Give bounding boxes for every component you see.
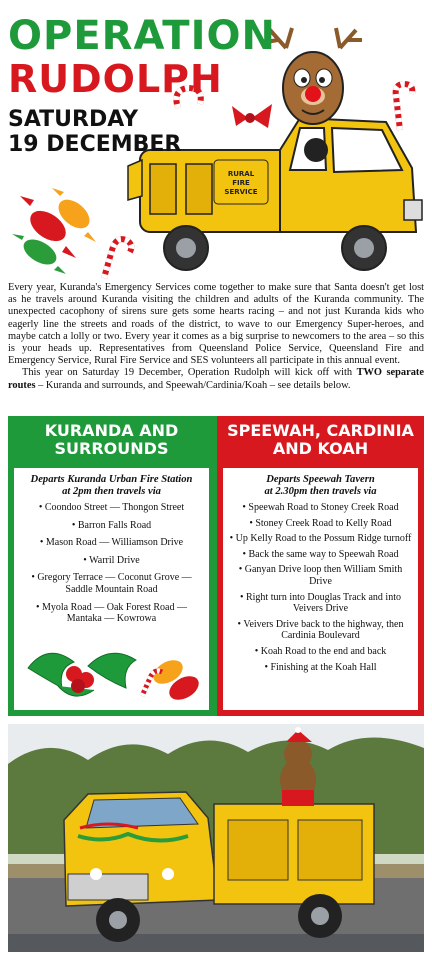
fire-truck-photo <box>8 724 424 952</box>
route-speewah-departure <box>227 474 414 498</box>
intro-paragraph-2-start: This year on Saturday 19 December, Operation Rudolph will kick off with <box>22 367 357 379</box>
candy-cane-icon <box>104 239 131 278</box>
route-kuranda <box>8 416 215 716</box>
route-stop: • Gregory Terrace — Coconut Grove — Saddle Mountain Road <box>31 572 192 595</box>
holly-decoration-icon <box>18 638 208 708</box>
route-stop: • Mason Road — Williamson Drive <box>39 537 184 549</box>
route-stop: • Speewah Road to Stoney Creek Road <box>242 502 399 513</box>
route-kuranda-departure-line2: at 2pm then travels via <box>62 486 161 497</box>
route-stop: • Myola Road — Oak Forest Road — Mantaka — Kowrowa <box>36 601 187 625</box>
route-speewah-heading-line2: AND KOAH <box>272 439 369 458</box>
title-operation: OPERATION <box>8 13 276 59</box>
route-speewah-body <box>223 468 418 710</box>
route-speewah-stops <box>223 502 418 673</box>
route-stop: • Coondoo Street — Thongon Street <box>38 502 185 513</box>
route-stop: • Veivers Drive back to the highway, then Cardinia Boulevard <box>237 618 404 642</box>
routes-panel <box>8 416 424 716</box>
intro-paragraph-1: Every year, Kuranda's Emergency Services come together to make sure that Santa doesn't get lost as he travels around Kuranda visiting the children and adults of the Kuranda community. The unexpected cacophony of sirens sure gets some hearts racing – and not just Kuranda kids who eagerly line the streets and roads of the district, to wave to our Emergency Super-heroes, and maybe catch a lolly or two. Every year it comes as a big surprise to newcomers to the area – so this is your heads up. Representatives from Queensland Police Service, Queensland Fire and Emergency Service, Rural Fire Service and SES volunteers all participate in this annual event. <box>8 282 424 367</box>
route-kuranda-departure <box>18 474 205 498</box>
route-stop: • Back the same way to Speewah Road <box>242 548 399 560</box>
route-stop: • Up Kelly Road to the Possum Ridge turnoff <box>229 533 412 545</box>
intro-text <box>8 282 424 392</box>
route-speewah-heading-line1: SPEEWAH, CARDINIA <box>227 421 414 440</box>
route-speewah-departure-line2: at 2.30pm then travels via <box>264 486 377 497</box>
route-kuranda-departure-line1: Departs Kuranda Urban Fire Station <box>30 474 193 485</box>
route-kuranda-heading-line2: SURROUNDS <box>54 439 169 458</box>
route-stop: • Right turn into Douglas Track and into Veivers Drive <box>239 591 401 615</box>
route-kuranda-heading <box>8 416 215 464</box>
route-stop: • Finishing at the Koah Hall <box>264 661 377 673</box>
route-kuranda-body <box>14 468 209 710</box>
route-stop: • Koah Road to the end and back <box>254 645 387 657</box>
route-speewah-heading <box>217 416 424 464</box>
route-stop: • Ganyan Drive loop then William Smith Drive <box>238 564 403 587</box>
route-kuranda-stops <box>14 502 209 625</box>
intro-paragraph-2 <box>8 367 424 391</box>
reindeer-icon <box>266 28 362 124</box>
route-kuranda-heading-line1: KURANDA AND <box>44 421 179 440</box>
wrapped-candy-icon <box>12 188 96 274</box>
event-day: SATURDAY <box>8 107 139 132</box>
candy-cane-icon <box>396 84 413 130</box>
intro-paragraph-2-bold: TWO separate routes <box>8 367 424 391</box>
red-bow-icon <box>232 104 272 128</box>
event-date: 19 DECEMBER <box>8 132 182 157</box>
truck-door-text: RURAL FIRE SERVICE <box>224 170 258 196</box>
route-speewah <box>217 416 424 716</box>
intro-paragraph-2-end: – Kuranda and surrounds, and Speewah/Cardinia/Koah – see details below. <box>35 379 351 391</box>
route-speewah-departure-line1: Departs Speewah Tavern <box>266 474 375 485</box>
route-stop: • Stoney Creek Road to Kelly Road <box>249 517 392 529</box>
route-stop: • Warril Drive <box>83 554 140 566</box>
title-rudolph: RUDOLPH <box>8 57 223 101</box>
route-stop: • Barron Falls Road <box>71 519 152 531</box>
